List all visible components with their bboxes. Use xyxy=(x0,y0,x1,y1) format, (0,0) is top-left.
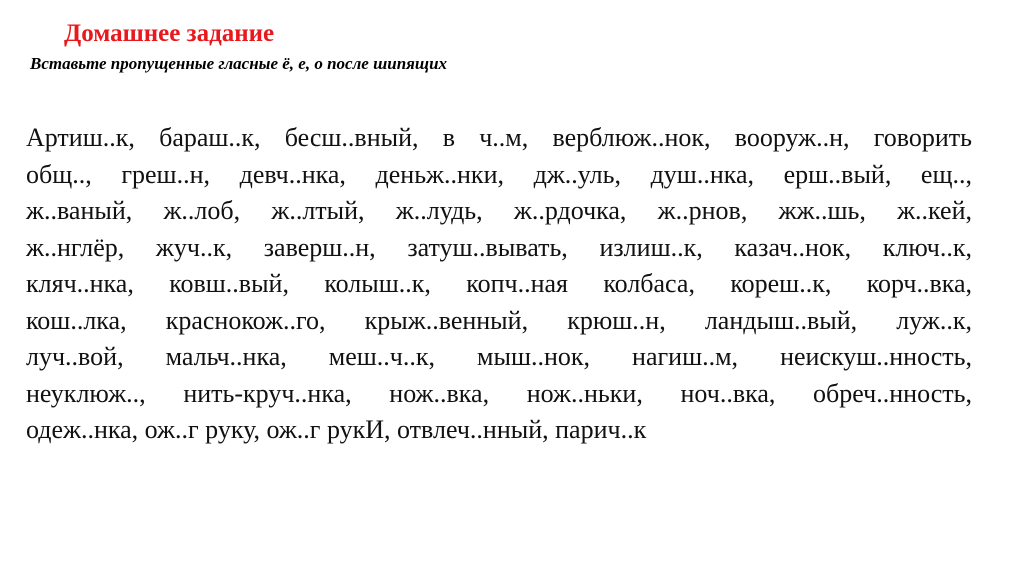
exercise-line-1: Артиш..к, бараш..к, бесш..вный, в ч..м, верблюж..нок, вооруж..н, говорить xyxy=(26,123,972,152)
exercise-line-7: луч..вой, мальч..нка, меш..ч..к, мыш..нок, нагиш..м, неискуш..нность, xyxy=(26,342,972,371)
slide-title: Домашнее задание xyxy=(64,20,275,47)
exercise-line-2: общ.., греш..н, девч..нка, деньж..нки, дж..уль, душ..нка, ерш..вый, ещ.., xyxy=(26,159,972,189)
exercise-line-5: кляч..нка, ковш..вый, колыш..к, копч..ная колбаса, кореш..к, корч..вка, xyxy=(26,269,972,298)
slide-subtitle: Вставьте пропущенные гласные ё, е, о после шипящих xyxy=(30,54,448,73)
exercise-line-9: одеж..нка, ож..г руку, ож..г рукИ, отвлеч..нный, парич..к xyxy=(26,415,647,444)
exercise-text xyxy=(26,120,972,449)
exercise-line-8: неуклюж.., нить-круч..нка, нож..вка, нож..ньки, ноч..вка, обреч..нность, xyxy=(26,378,972,408)
exercise-line-6: кош..лка, краснокож..го, крыж..венный, крюш..н, ландыш..вый, луж..к, xyxy=(26,305,972,335)
exercise-line-4: ж..нглёр, жуч..к, заверш..н, затуш..вывать, излиш..к, казач..нок, ключ..к, xyxy=(26,232,972,262)
exercise-line-3: ж..ваный, ж..лоб, ж..лтый, ж..лудь, ж..рдочка, ж..рнов, жж..шь, ж..кей, xyxy=(26,196,972,225)
